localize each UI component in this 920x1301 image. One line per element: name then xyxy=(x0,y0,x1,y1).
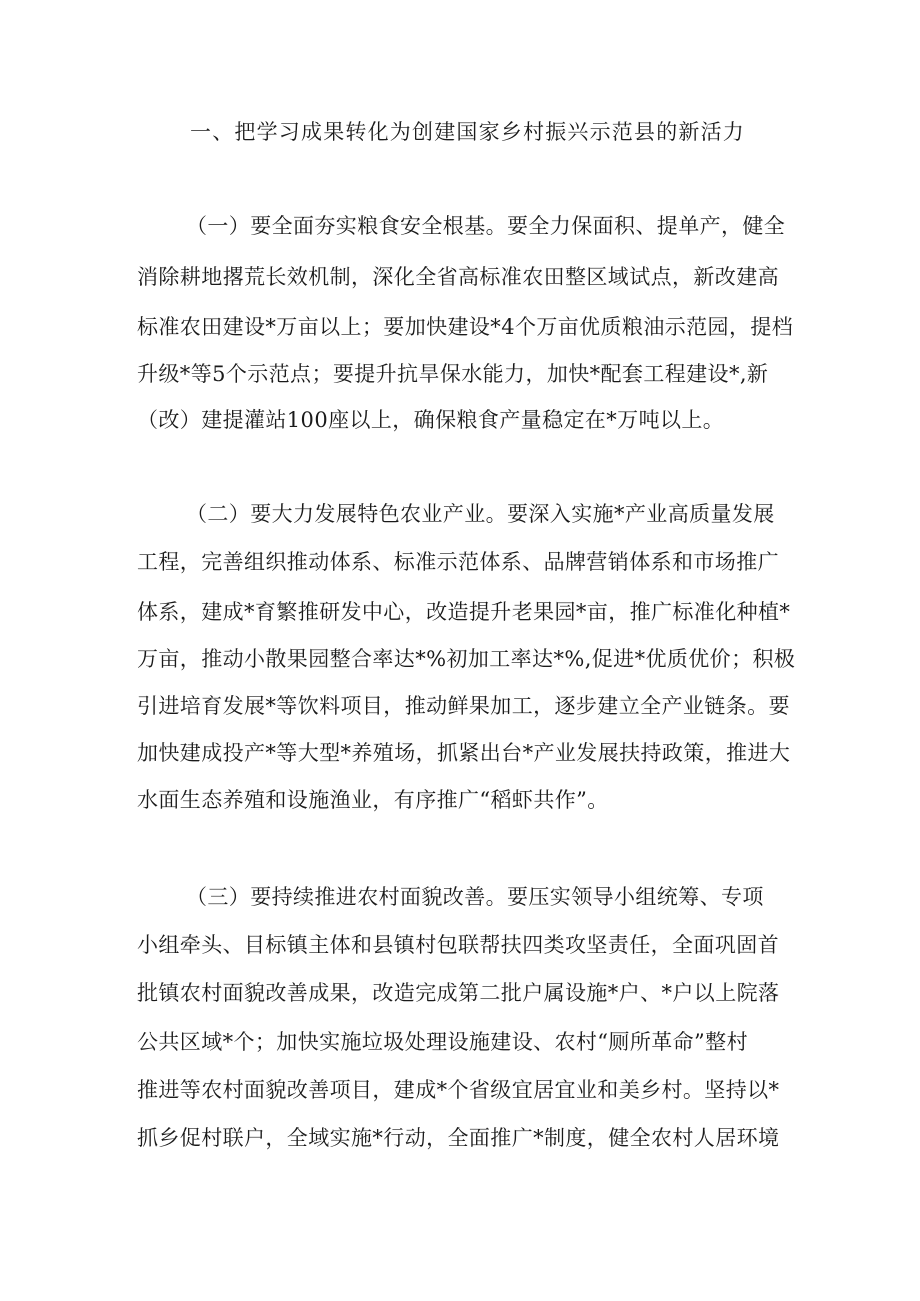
paragraph-line: 引进培育发展*等饮料项目，推动鲜果加工，逐步建立全产业链条。要 xyxy=(137,694,790,718)
paragraph-line: 推进等农村面貌改善项目，建成*个省级宜居宜业和美乡村。坚持以* xyxy=(137,1078,780,1102)
paragraph-line: 批镇农村面貌改善成果，改造完成第二批户属设施*户、*户以上院落 xyxy=(137,981,780,1005)
paragraph-line: 小组牵头、目标镇主体和县镇村包联帮扶四类攻坚责任，全面巩固首 xyxy=(137,933,779,957)
paragraph-line: （一）要全面夯实粮食安全根基。要全力保面积、提单产，健全 xyxy=(186,214,786,238)
paragraph-line: 万亩，推动小散果园整合率达*%初加工率达*%,促进*优质优价；积极 xyxy=(137,647,796,671)
paragraph-line: 体系，建成*育繁推研发中心，改造提升老果园*亩，推广标准化种植* xyxy=(137,600,791,624)
paragraph-line: 抓乡促村联户，全域实施*行动，全面推广*制度，健全农村人居环境 xyxy=(137,1126,780,1150)
paragraph-line: 标准农田建设*万亩以上；要加快建设*4个万亩优质粮油示范园，提档 xyxy=(137,315,794,339)
paragraph-line: 水面生态养殖和设施渔业，有序推广“稻虾共作”。 xyxy=(137,788,609,812)
paragraph-line: 公共区域*个；加快实施垃圾处理设施建设、农村“厕所革命”整村 xyxy=(137,1030,748,1054)
paragraph-line: （改）建提灌站100座以上，确保粮食产量稳定在*万吨以上。 xyxy=(137,408,725,432)
section-heading: 一、把学习成果转化为创建国家乡村振兴示范县的新活力 xyxy=(190,120,745,144)
paragraph-line: 加快建成投产*等大型*养殖场，抓紧出台*产业发展扶持政策，推进大 xyxy=(137,741,791,765)
paragraph-line: 升级*等5个示范点；要提升抗旱保水能力，加快*配套工程建设*,新 xyxy=(137,362,769,386)
paragraph-line: 消除耕地撂荒长效机制，深化全省高标准农田整区域试点，新改建高 xyxy=(137,265,779,289)
paragraph-line: （二）要大力发展特色农业产业。要深入实施*产业高质量发展 xyxy=(186,502,775,526)
paragraph-line: 工程，完善组织推动体系、标准示范体系、品牌营销体系和市场推广 xyxy=(137,550,779,574)
paragraph-line: （三）要持续推进农村面貌改善。要压实领导小组统筹、专项 xyxy=(186,885,764,909)
